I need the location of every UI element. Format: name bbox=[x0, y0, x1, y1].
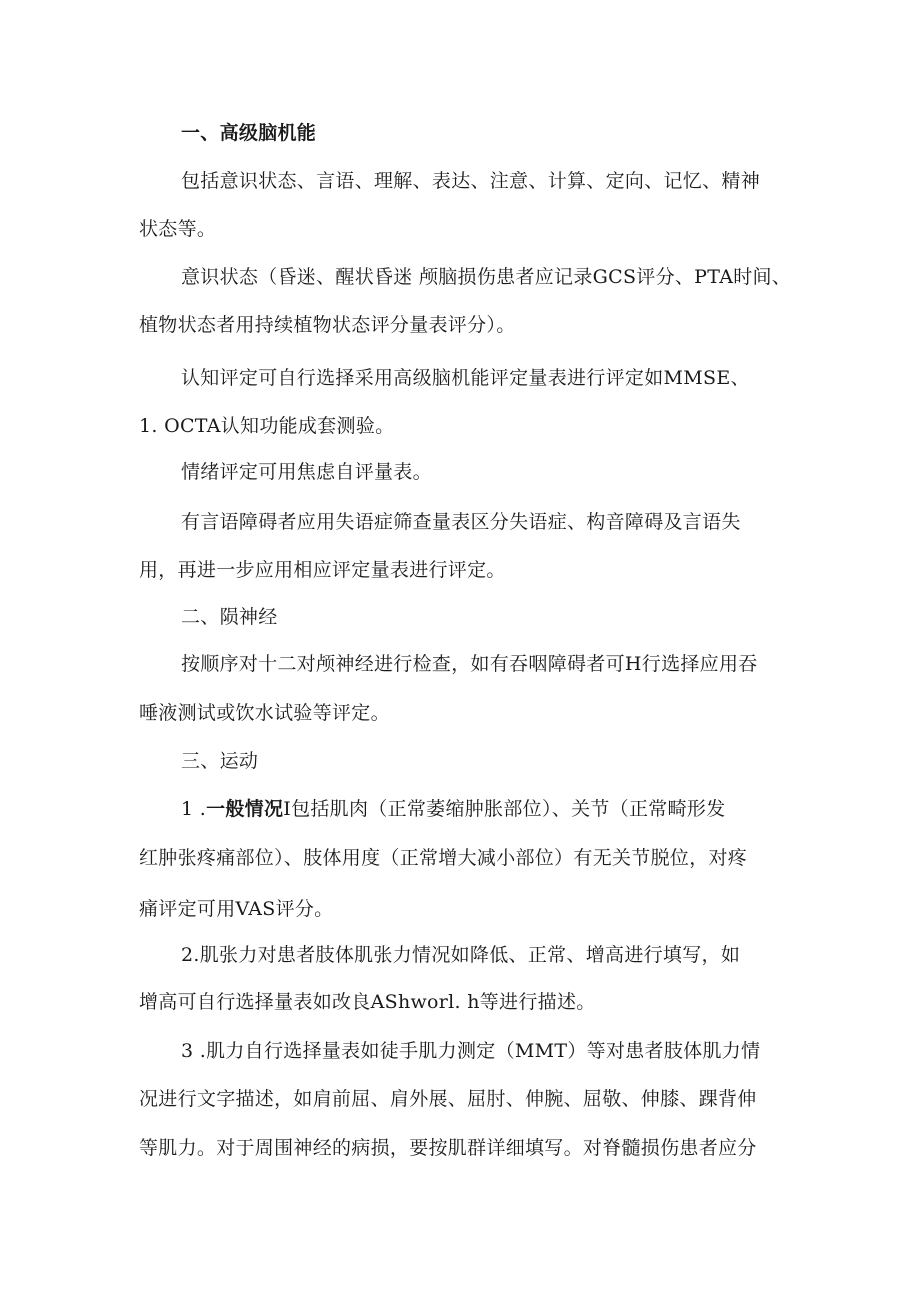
list-number: 1 . bbox=[181, 798, 207, 820]
paragraph-line: 状态等。 bbox=[139, 218, 217, 240]
paragraph-line: 唾液测试或饮水试验等评定。 bbox=[139, 702, 390, 724]
heading-cranial-nerves: 二、陨神经 bbox=[181, 606, 278, 628]
paragraph-line: 2.肌张力对患者肢体肌张力情况如降低、正常、增高进行填写，如 bbox=[181, 944, 741, 966]
paragraph-line: 等肌力。对于周围神经的病损，要按肌群详细填写。对脊髓损伤患者应分 bbox=[139, 1137, 757, 1159]
paragraph-line: 况进行文字描述，如肩前屈、肩外展、屈肘、伸腕、屈敬、伸膝、踝背伸 bbox=[139, 1088, 757, 1110]
paragraph-line: 痛评定可用VAS评分。 bbox=[139, 898, 334, 920]
line-rest: I包括肌肉（正常萎缩肿胀部位）、关节（正常畸形发 bbox=[283, 798, 726, 820]
paragraph-line: 增高可自行选择量表如改良AShworl. h等进行描述。 bbox=[139, 991, 596, 1013]
paragraph-line: 植物状态者用持续植物状态评分量表评分）。 bbox=[139, 314, 516, 336]
paragraph-line: 1. OCTA认知功能成套测验。 bbox=[139, 415, 395, 437]
paragraph-line: 3 .肌力自行选择量表如徒手肌力测定（MMT）等对患者肢体肌力情 bbox=[181, 1040, 761, 1062]
paragraph-line: 情绪评定可用焦虑自评量表。 bbox=[181, 461, 432, 483]
paragraph-line: 包括意识状态、言语、理解、表达、注意、计算、定向、记忆、精神 bbox=[181, 170, 761, 192]
paragraph-line: 红肿张疼痛部位）、肢体用度（正常增大减小部位）有无关节脱位，对疼 bbox=[139, 847, 748, 869]
paragraph-line: 有言语障碍者应用失语症筛查量表区分失语症、构音障碍及言语失 bbox=[181, 511, 741, 533]
paragraph-line: 意识状态（昏迷、醒状昏迷 颅脑损伤患者应记录GCS评分、PTA时间、 bbox=[181, 266, 792, 288]
paragraph-line: 认知评定可自行选择采用高级脑机能评定量表进行评定如MMSE、 bbox=[181, 367, 750, 389]
paragraph-line: 按顺序对十二对颅神经进行检查，如有吞咽障碍者可H行选择应用吞 bbox=[181, 653, 758, 675]
heading-higher-brain-function: 一、高级脑机能 bbox=[181, 122, 317, 144]
heading-motor: 三、运动 bbox=[181, 750, 259, 772]
bold-term: 一般情况 bbox=[206, 798, 284, 820]
paragraph-line: 用，再进一步应用相应评定量表进行评定。 bbox=[139, 559, 506, 581]
paragraph-line-general bbox=[181, 797, 726, 821]
